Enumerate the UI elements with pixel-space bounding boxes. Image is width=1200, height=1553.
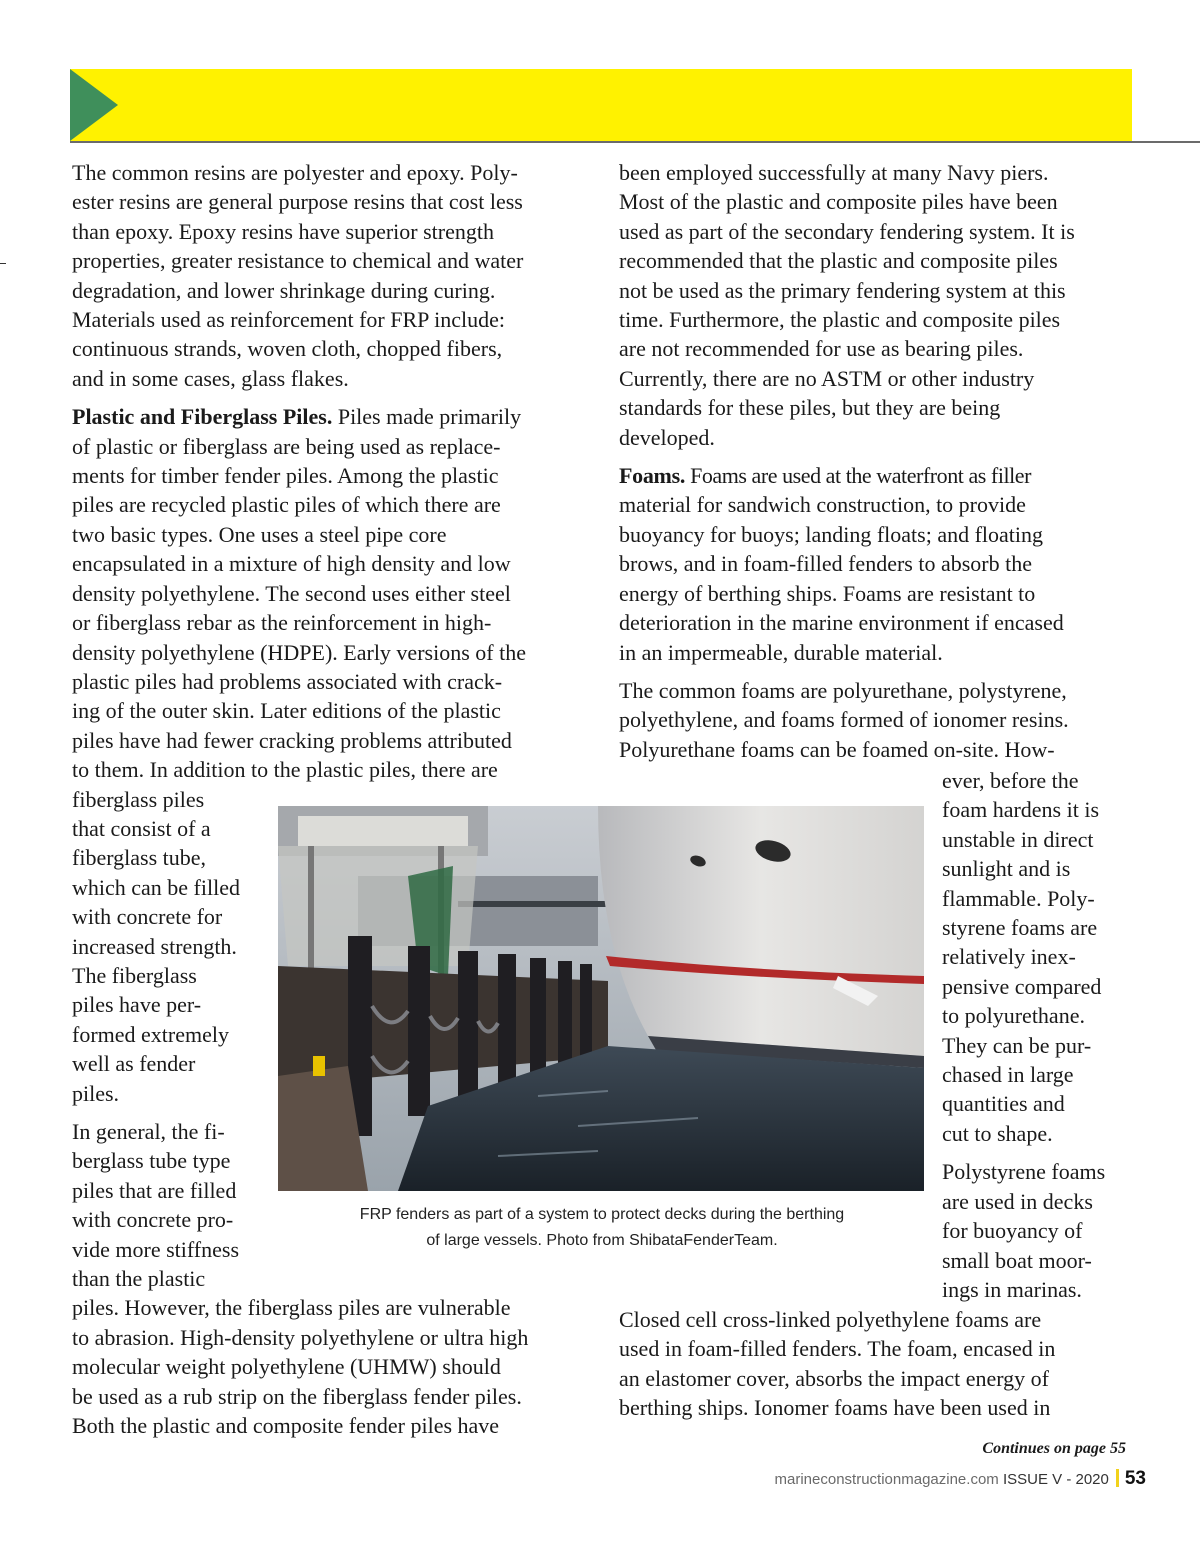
- fender-photo: [278, 806, 924, 1191]
- crop-mark: [0, 263, 6, 264]
- polyethylene-foams-paragraph: Closed cell cross-linked polyethylene foams are used in foam-filled fenders. The foam, encased in an elastomer cover, absorbs the impact energy of berthing ships. Ionomer foams have been used in: [619, 1307, 1056, 1421]
- common-foams-paragraph: The common foams are polyurethane, polystyrene, polyethylene, and foams formed of ionomer resins. Polyurethane foams can be foamed on-site. How-: [619, 677, 1069, 762]
- continues-note: Continues on page 55: [982, 1440, 1126, 1457]
- navy-piers-paragraph: been employed successfully at many Navy piers. Most of the plastic and composite piles have been used as part of the secondary fendering system. It is recommended that the plastic and composite piles not be used as the primary fendering system at this time. Furthermore, the plastic and composite piles are not recommended for use as bearing piles. Currently, there are no ASTM or other industry standards for these piles, but they are being developed.: [619, 160, 1075, 450]
- photo-caption: FRP fenders as part of a system to protect decks during the berthing of large vessels. Photo from ShibataFenderTeam.: [359, 1206, 845, 1249]
- right-bottom-column: [619, 1305, 1139, 1423]
- page-footer: [600, 1468, 1146, 1490]
- right-column: [619, 158, 1139, 764]
- plastic-piles-paragraph: Plastic and Fiberglass Piles. Piles made primarily of plastic or fiberglass are being used as replace- ments for timber fender piles. Among the plastic piles are recycled plastic piles of which there are two basic types. One uses a steel pipe core encapsulated in a mixture of high density and low density polyethylene. The second uses either steel or fiberglass rebar as the reinforcement in high- density polyethylene (HDPE). Early versions of the plastic piles had problems associated with crack- ing of the outer skin. Later editions of the plastic piles have had fewer cracking problems attributed to them. In addition to the plastic piles, there are fiberglass piles that consist of a fiberglass tube, which can be filled with concrete for increased strength. The fiberglass piles have per- formed extremely well as fender piles.: [72, 404, 526, 1106]
- footer-site: marineconstructionmagazine.com: [774, 1471, 999, 1488]
- page-number: 53: [1124, 1468, 1146, 1489]
- banner-arrow-icon: [70, 69, 118, 141]
- common-foams-continued: ever, before the foam hardens it is unstable in direct sunlight and is flammable. Poly- styrene foams are relatively inex- pensive compared to polyurethane. They can be pur- chased in large quantities and cut to shape.: [942, 768, 1102, 1146]
- footer-separator: [1116, 1469, 1119, 1487]
- foams-heading: Foams.: [619, 463, 686, 489]
- polystyrene-paragraph: Polystyrene foams are used in decks for buoyancy of small boat moor- ings in marinas.: [942, 1159, 1106, 1302]
- footer-issue: ISSUE V - 2020: [1002, 1471, 1109, 1488]
- resins-paragraph: The common resins are polyester and epoxy. Poly- ester resins are general purpose resins that cost less than epoxy. Epoxy resins have superior strength properties, greater resistance to chemical and water degradation, and lower shrinkage during curing. Materials used as reinforcement for FRP include: continuous strands, woven cloth, chopped fibers, and in some cases, glass flakes.: [72, 160, 524, 391]
- banner-rule: [70, 141, 1200, 143]
- plastic-piles-heading: Plastic and Fiberglass Piles.: [72, 404, 333, 430]
- foams-paragraph: Foams. Foams are used at the waterfront as filler material for sandwich construction, to provide buoyancy for buoys; landing floats; and floating brows, and in foam-filled fenders to absorb the energy of berthing ships. Foams are resistant to deterioration in the marine environment if encased in an impermeable, durable material.: [619, 463, 1064, 665]
- fiberglass-tube-paragraph: In general, the fi- berglass tube type piles that are filled with concrete pro- vide more stiffness than the plastic piles. However, the fiberglass piles are vulnerable to abrasion. High-density polyethylene or ultra high molecular weight polyethylene (UHMW) should be used as a rub strip on the fiberglass fender piles. Both the plastic and composite fender piles have: [72, 1119, 529, 1439]
- right-wrap-column: [942, 766, 1142, 1304]
- section-banner: [70, 69, 1132, 141]
